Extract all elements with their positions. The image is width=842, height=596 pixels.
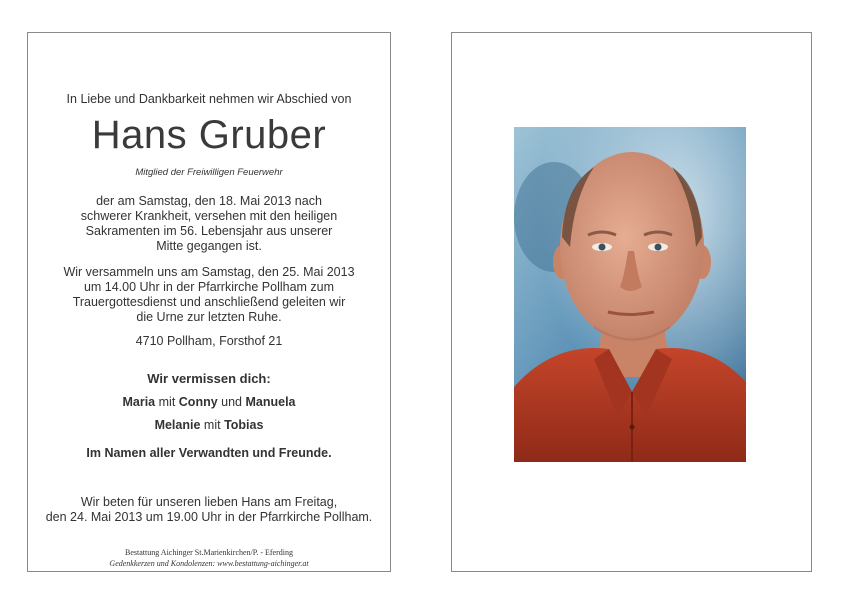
family-name: Manuela <box>245 395 296 409</box>
prayer-notice-line: Wir beten für unseren lieben Hans am Freitag, <box>80 495 338 509</box>
condolence-footer: Gedenkkerzen und Kondolenzen: www.bestattung-aichinger.at <box>109 559 309 568</box>
prayer-notice <box>28 495 390 525</box>
intro-text: In Liebe und Dankbarkeit nehmen wir Abschied von <box>66 92 352 106</box>
funeral-notice <box>28 265 390 325</box>
family-line-2 <box>28 418 390 432</box>
family-name: Conny <box>178 395 218 409</box>
death-notice-line: schwerer Krankheit, versehen mit den heiligen <box>80 209 338 223</box>
family-line-1 <box>28 395 390 409</box>
death-notice <box>28 194 390 254</box>
family-name: Melanie <box>154 418 201 432</box>
address: 4710 Pollham, Forsthof 21 <box>135 334 283 348</box>
portrait-illustration <box>514 127 746 462</box>
funeral-notice-line: um 14.00 Uhr in der Pfarrkirche Pollham zum <box>83 280 335 294</box>
portrait-photo <box>514 127 746 462</box>
prayer-notice-line: den 24. Mai 2013 um 19.00 Uhr in der Pfarrkirche Pollham. <box>45 510 373 524</box>
miss-heading: Wir vermissen dich: <box>147 371 271 386</box>
death-notice-line: der am Samstag, den 18. Mai 2013 nach <box>96 194 322 208</box>
family-connector: und <box>221 395 243 409</box>
family-name: Tobias <box>224 418 264 432</box>
card-left-page <box>27 32 391 572</box>
deceased-name: Hans Gruber <box>91 113 327 157</box>
funeral-home-footer: Bestattung Aichinger St.Marienkirchen/P. - Eferding <box>125 548 293 557</box>
card-right-page <box>451 32 812 572</box>
relatives-line: Im Namen aller Verwandten und Freunde. <box>86 446 332 460</box>
family-connector: mit <box>203 418 221 432</box>
funeral-notice-line: die Urne zur letzten Ruhe. <box>136 310 282 324</box>
membership-subtitle: Mitglied der Freiwilligen Feuerwehr <box>135 167 283 178</box>
death-notice-line: Mitte gegangen ist. <box>156 239 262 253</box>
family-name: Maria <box>122 395 156 409</box>
funeral-notice-line: Trauergottesdienst und anschließend geleiten wir <box>72 295 346 309</box>
family-connector: mit <box>158 395 176 409</box>
funeral-notice-line: Wir versammeln uns am Samstag, den 25. Mai 2013 <box>63 265 355 279</box>
death-notice-line: Sakramenten im 56. Lebensjahr aus unserer <box>85 224 333 238</box>
